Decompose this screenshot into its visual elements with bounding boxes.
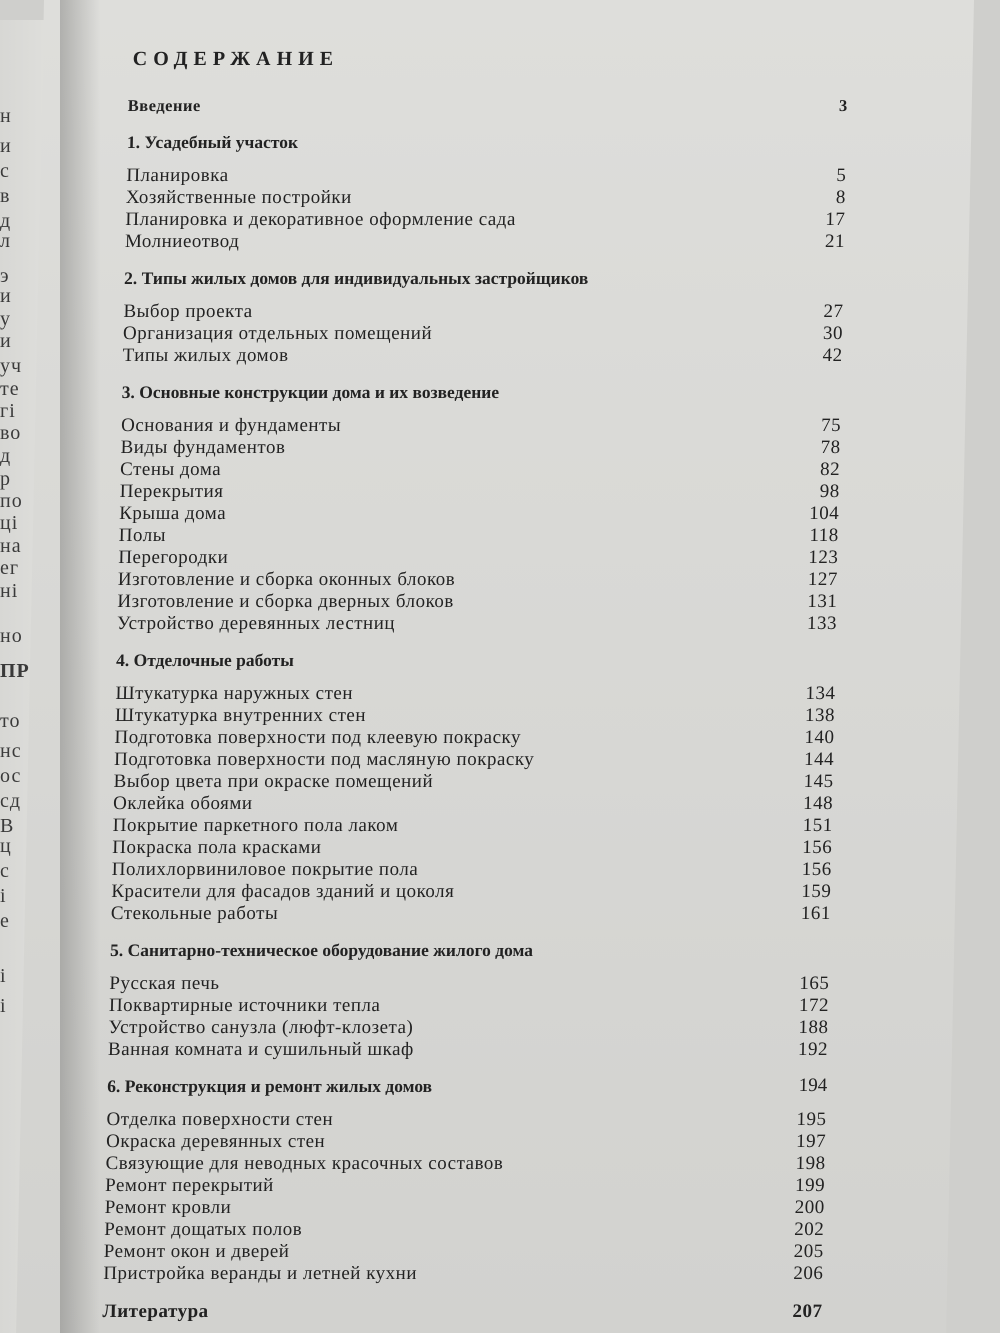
toc-entry-label: Изготовление и сборка оконных блоков xyxy=(117,569,456,590)
toc-entry-page: 161 xyxy=(800,903,832,924)
toc-entry xyxy=(118,569,838,591)
toc-entry xyxy=(125,209,845,231)
prev-page-fragment: и xyxy=(0,285,12,307)
toc-entry-label: Выбор цвета при окраске помещений xyxy=(113,771,434,792)
prev-page-fragment: і xyxy=(0,995,7,1017)
prev-page-fragment: и xyxy=(0,135,12,157)
prev-page-fragment: нс xyxy=(0,740,22,762)
toc-section-heading xyxy=(124,267,844,289)
prev-page-fragment: д xyxy=(0,445,12,467)
prev-page-fragment: е xyxy=(0,910,10,932)
book-page xyxy=(16,0,974,1333)
toc-entry xyxy=(119,503,839,525)
toc-entry xyxy=(113,793,833,815)
toc-entry-page: 200 xyxy=(794,1197,825,1218)
toc-entry-page: 144 xyxy=(803,749,835,770)
toc-entry-label: Перекрытия xyxy=(119,481,224,502)
toc-entry xyxy=(108,1039,828,1061)
prev-page-fragment: гі xyxy=(0,400,16,422)
toc-literature-page: 207 xyxy=(792,1301,823,1322)
toc-entry xyxy=(108,1017,828,1039)
toc-entry-label: Пристройка веранды и летней кухни xyxy=(103,1263,418,1284)
toc-entry xyxy=(123,301,843,323)
toc-entry-page: 98 xyxy=(819,481,840,502)
toc-entry-label: Организация отдельных помещений xyxy=(122,323,433,344)
toc-entry-label: Устройство деревянных лестниц xyxy=(116,613,396,634)
toc-entry-page: 78 xyxy=(820,437,841,458)
toc-literature xyxy=(102,1301,822,1323)
toc-section-heading-label: 4. Отделочные работы xyxy=(115,650,295,670)
toc-entry-page: 104 xyxy=(809,503,840,524)
toc-section-heading xyxy=(107,1075,827,1097)
toc-entry xyxy=(126,187,846,209)
toc-entry-page: 205 xyxy=(793,1241,825,1262)
toc-entry xyxy=(115,683,835,705)
toc-entry-label: Основания и фундаменты xyxy=(120,415,342,436)
toc-section-heading-label: 2. Типы жилых домов для индивидуальных застройщиков xyxy=(123,268,589,288)
toc-entry-page: 27 xyxy=(823,301,844,322)
prev-page-fragment: то xyxy=(0,710,21,732)
toc-entry xyxy=(104,1219,824,1241)
prev-page-fragment: с xyxy=(0,160,10,182)
toc-entry-label: Планировка xyxy=(126,165,229,186)
toc-entry-label: Хозяйственные постройки xyxy=(125,187,353,208)
toc-entry-page: 156 xyxy=(801,859,833,880)
toc-entry xyxy=(113,771,833,793)
toc-entry-page: 21 xyxy=(824,231,846,252)
toc-entry-label: Полихлорвиниловое покрытие пола xyxy=(111,859,419,880)
toc-entry-page: 17 xyxy=(825,209,846,230)
toc-entry-label: Перегородки xyxy=(118,547,229,568)
toc-title: СОДЕРЖАНИЕ xyxy=(132,48,340,70)
toc-section-heading-page: 194 xyxy=(798,1075,828,1096)
prev-page-fragment: р xyxy=(0,468,11,490)
toc-entry-page: 199 xyxy=(794,1175,826,1196)
toc-entry-label: Покрытие паркетного пола лаком xyxy=(112,815,399,836)
toc-entry xyxy=(109,995,829,1017)
toc-entry-page: 198 xyxy=(795,1153,826,1174)
toc-entry-page: 127 xyxy=(807,569,839,590)
toc-entry-page: 202 xyxy=(794,1219,825,1240)
toc-section-heading xyxy=(110,939,830,961)
toc-section-heading xyxy=(127,131,847,153)
toc-entry-label: Устройство санузла (люфт-клозета) xyxy=(108,1017,414,1038)
toc-entry xyxy=(114,727,834,749)
toc-entry xyxy=(120,437,840,459)
toc-entry xyxy=(106,1109,826,1131)
prev-page-fragment: н xyxy=(0,105,12,127)
prev-page-fragment: ці xyxy=(0,512,19,534)
toc-entry-page: 30 xyxy=(822,323,844,344)
toc-entry-page: 134 xyxy=(805,683,836,704)
toc-entry-label: Штукатурка внутренних стен xyxy=(114,705,367,726)
toc-entry xyxy=(103,1263,823,1285)
prev-page-fragment: э xyxy=(0,265,10,287)
prev-page-fragment: с xyxy=(0,860,10,882)
toc-entry-page: 82 xyxy=(819,459,841,480)
toc-entry-label: Отделка поверхности стен xyxy=(106,1109,334,1130)
toc-section xyxy=(111,649,837,925)
toc-entry-label: Молниеотвод xyxy=(124,231,240,252)
toc-entry xyxy=(118,547,838,569)
toc-section-heading-label: 5. Санитарно-техническое оборудование жилого дома xyxy=(109,940,534,960)
toc-section xyxy=(108,939,831,1061)
prev-page-fragment: по xyxy=(0,490,23,512)
toc-entry xyxy=(111,881,831,903)
prev-page-fragment: ні xyxy=(0,580,19,602)
toc-literature-label: Литература xyxy=(102,1301,209,1322)
toc-entry-label: Покраска пола красками xyxy=(112,837,322,858)
toc-entry-label: Поквартирные источники тепла xyxy=(108,995,381,1016)
prev-page-fragment: ПР xyxy=(0,660,30,682)
toc-section xyxy=(103,1075,827,1285)
toc-entry xyxy=(117,613,837,635)
toc-entry xyxy=(104,1197,824,1219)
toc-entry-page: 197 xyxy=(795,1131,827,1152)
toc-entry xyxy=(119,525,839,547)
toc-entry-label: Стены дома xyxy=(119,459,222,480)
toc-sections xyxy=(103,131,847,1285)
toc-entry xyxy=(123,323,843,345)
toc-entry-page: 131 xyxy=(807,591,838,612)
toc-entry xyxy=(105,1175,825,1197)
toc-entry-page: 123 xyxy=(808,547,839,568)
toc-section-heading xyxy=(116,649,836,671)
toc-entry-page: 159 xyxy=(801,881,832,902)
toc-entry-label: Ремонт дощатых полов xyxy=(104,1219,303,1240)
toc-entry xyxy=(115,705,835,727)
toc-entry-page: 133 xyxy=(806,613,838,634)
prev-page-fragment: но xyxy=(0,625,23,647)
toc-entry-page: 172 xyxy=(798,995,830,1016)
toc-entry-page: 118 xyxy=(809,525,840,546)
toc-entry-label: Виды фундаментов xyxy=(120,437,286,458)
toc-entry-page: 206 xyxy=(793,1263,824,1284)
toc-entry-page: 8 xyxy=(835,187,847,208)
toc-intro xyxy=(128,95,848,117)
prev-page-fragment: і xyxy=(0,965,7,987)
toc-section xyxy=(125,131,848,253)
toc-entry-label: Ванная комната и сушильный шкаф xyxy=(107,1039,415,1060)
toc-entry-page: 145 xyxy=(803,771,834,792)
prev-page-fragment: і xyxy=(0,885,7,907)
toc-intro-label: Введение xyxy=(127,96,202,115)
toc-section-heading xyxy=(122,381,842,403)
toc-section xyxy=(122,267,844,367)
prev-page-fragment: те xyxy=(0,378,20,400)
table-of-contents xyxy=(102,40,849,1323)
prev-page-fragment: л xyxy=(0,230,11,252)
prev-page-fragment: в xyxy=(0,185,11,207)
toc-entry-label: Подготовка поверхности под клеевую покраску xyxy=(114,727,522,748)
toc-entry-label: Русская печь xyxy=(109,973,220,994)
toc-entry-label: Стекольные работы xyxy=(110,903,279,924)
toc-entry-page: 151 xyxy=(802,815,833,836)
toc-entry-label: Крыша дома xyxy=(119,503,227,524)
toc-entry xyxy=(105,1153,825,1175)
toc-entry xyxy=(106,1131,826,1153)
prev-page-fragment: у xyxy=(0,308,11,330)
toc-section-heading-label: 3. Основные конструкции дома и их возведение xyxy=(121,382,500,402)
toc-entry xyxy=(125,231,845,253)
toc-entry-page: 75 xyxy=(820,415,842,436)
prev-page-fragment: сд xyxy=(0,790,22,812)
toc-entry-page: 165 xyxy=(799,973,830,994)
toc-entry-label: Ремонт перекрытий xyxy=(104,1175,275,1196)
toc-entry xyxy=(117,591,837,613)
toc-entry-label: Выбор проекта xyxy=(123,301,253,322)
toc-entry-label: Ремонт окон и дверей xyxy=(103,1241,290,1262)
toc-entry-page: 192 xyxy=(797,1039,829,1060)
toc-entry-label: Красители для фасадов зданий и цоколя xyxy=(111,881,455,902)
toc-section-heading-label: 1. Усадебный участок xyxy=(126,132,299,152)
toc-section xyxy=(117,381,842,635)
prev-page-fragment: ег xyxy=(0,557,20,579)
toc-entry xyxy=(120,459,840,481)
prev-page-fragment: и xyxy=(0,330,12,352)
toc-entry-page: 140 xyxy=(804,727,835,748)
prev-page-fragment: уч xyxy=(0,355,23,377)
toc-entry xyxy=(121,415,841,437)
prev-page-fragment: В xyxy=(0,815,15,837)
prev-page-fragment: д xyxy=(0,210,12,232)
toc-entry-label: Оклейка обоями xyxy=(112,793,253,814)
toc-entry xyxy=(112,837,832,859)
prev-page-fragment: ц xyxy=(0,835,12,857)
toc-entry-label: Полы xyxy=(118,525,167,546)
prev-page-fragment: во xyxy=(0,422,22,444)
toc-entry-page: 138 xyxy=(804,705,836,726)
toc-entry-page: 42 xyxy=(822,345,843,366)
toc-entry xyxy=(114,749,834,771)
toc-entry-page: 5 xyxy=(836,165,847,186)
toc-entry-label: Ремонт кровли xyxy=(104,1197,232,1218)
toc-entry xyxy=(104,1241,824,1263)
toc-entry-label: Штукатурка наружных стен xyxy=(115,683,354,704)
toc-entry-label: Связующие для неводных красочных составов xyxy=(105,1153,504,1174)
toc-entry-label: Подготовка поверхности под масляную покраску xyxy=(113,749,535,770)
book-gutter-shadow xyxy=(60,0,100,1333)
toc-entry-page: 188 xyxy=(798,1017,829,1038)
prev-page-fragment: на xyxy=(0,535,22,557)
toc-intro-page: 3 xyxy=(838,96,848,115)
toc-entry xyxy=(126,165,846,187)
toc-entry xyxy=(112,815,832,837)
toc-entry xyxy=(111,903,831,925)
toc-entry xyxy=(122,345,842,367)
toc-entry-page: 195 xyxy=(796,1109,827,1130)
toc-entry-page: 156 xyxy=(802,837,833,858)
toc-entry xyxy=(119,481,839,503)
toc-entry-label: Типы жилых домов xyxy=(122,345,289,366)
toc-entry xyxy=(112,859,832,881)
toc-entry-label: Окраска деревянных стен xyxy=(105,1131,326,1152)
toc-entry-label: Планировка и декоративное оформление сада xyxy=(125,209,517,230)
toc-entry xyxy=(109,973,829,995)
toc-entry-page: 148 xyxy=(802,793,834,814)
toc-entry-label: Изготовление и сборка дверных блоков xyxy=(117,591,455,612)
prev-page-fragment: ос xyxy=(0,765,22,787)
toc-section-heading-label: 6. Реконструкция и ремонт жилых домов xyxy=(107,1076,433,1096)
